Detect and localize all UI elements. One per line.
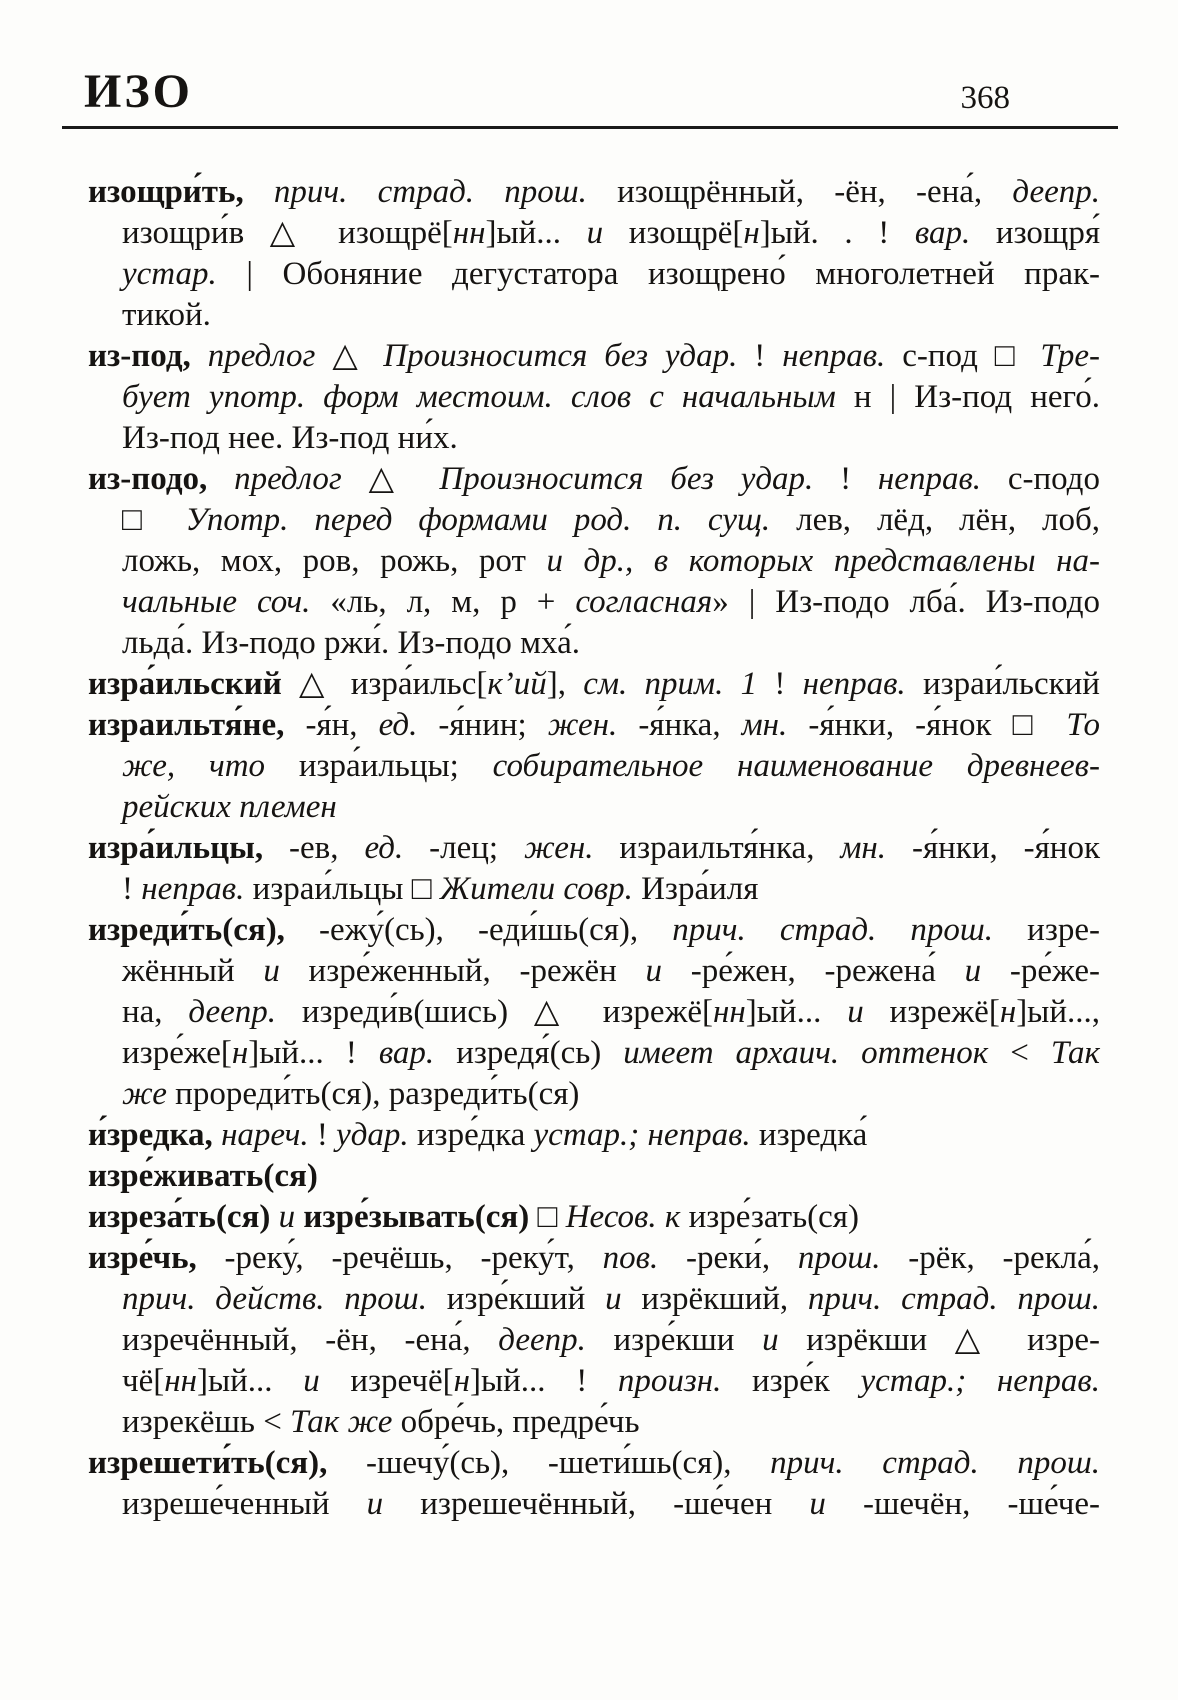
plain-text: -я́н, <box>305 707 379 743</box>
grammar-label: Жители совр. <box>439 871 633 907</box>
grammar-label: пов. <box>602 1240 659 1276</box>
grammar-label: и др., в которых представлены на- <box>546 543 1100 579</box>
dictionary-entry <box>88 1115 1100 1156</box>
grammar-label: прич. страд. прош. <box>672 912 994 948</box>
grammar-label: и <box>366 1486 384 1522</box>
plain-text: льда́. Из-подо ржи́. Из-подо мха́. <box>122 625 580 661</box>
grammar-label: неправ. <box>802 666 906 702</box>
headword-text: изреди́ть(ся), <box>88 912 320 948</box>
plain-text: изре́кши <box>585 1322 763 1358</box>
plain-text: израильтя́нка, <box>593 830 841 866</box>
dictionary-entry <box>88 1156 1100 1197</box>
grammar-label: Употр. перед формами род. п. сущ. <box>185 502 771 538</box>
grammar-label: собирательное наименование древнеев- <box>492 748 1101 784</box>
grammar-label: прич. страд. прош. <box>770 1445 1100 1481</box>
grammar-label: же, что <box>122 748 266 784</box>
grammar-label: и <box>964 953 982 989</box>
grammar-label: и <box>605 1281 622 1317</box>
text-line <box>88 172 1100 213</box>
text-line <box>88 295 1100 336</box>
text-line <box>88 254 1100 295</box>
grammar-label: произн. <box>617 1363 722 1399</box>
plain-text: изречё[ <box>319 1363 454 1399</box>
grammar-label: ед. <box>364 830 404 866</box>
plain-text: ! <box>122 871 142 907</box>
grammar-label: же <box>122 1076 167 1112</box>
text-line <box>88 1238 1100 1279</box>
plain-text: изрешечённый, -ше́чен <box>383 1486 810 1522</box>
text-line <box>88 951 1100 992</box>
dictionary-text <box>88 172 1100 1525</box>
text-line <box>88 418 1100 459</box>
grammar-label: Произносится без удар. <box>383 338 738 374</box>
grammar-label: жен. <box>547 707 618 743</box>
plain-text: с-подо <box>981 461 1100 497</box>
grammar-label: предлог <box>207 338 316 374</box>
dictionary-entry <box>88 910 1100 1115</box>
grammar-label: устар.; неправ. <box>533 1117 751 1153</box>
plain-text: ]ый..., <box>1016 994 1101 1030</box>
plain-text: ], <box>546 666 584 702</box>
headword-text: изре́чь, <box>88 1240 225 1276</box>
text-line <box>88 1320 1100 1361</box>
dictionary-entry <box>88 828 1100 910</box>
plain-text: ! <box>308 1117 337 1153</box>
grammar-label: прош. <box>797 1240 881 1276</box>
dictionary-entry <box>88 459 1100 664</box>
grammar-label: и <box>645 953 662 989</box>
text-line <box>88 746 1100 787</box>
headword-text: из-подо, <box>88 461 235 497</box>
dictionary-entry <box>88 1443 1100 1525</box>
headword-text: израильтя́не, <box>88 707 306 743</box>
plain-text: -реки́, <box>658 1240 798 1276</box>
grammar-label: Несов. к <box>565 1199 681 1235</box>
text-line <box>88 869 1100 910</box>
text-line <box>88 992 1100 1033</box>
plain-text: □ <box>122 502 186 538</box>
text-line <box>88 623 1100 664</box>
text-line <box>88 828 1100 869</box>
grammar-label: прич. страд. прош. <box>273 174 618 210</box>
grammar-label: деепр. <box>498 1322 586 1358</box>
dictionary-entry <box>88 336 1100 459</box>
grammar-label: неправ. <box>782 338 886 374</box>
plain-text: изреше́ченный <box>122 1486 367 1522</box>
plain-text: -рёк, -рекла́, <box>880 1240 1100 1276</box>
plain-text: △ <box>315 338 384 374</box>
plain-text: ! <box>757 666 803 702</box>
grammar-label: см. прим. 1 <box>583 666 758 702</box>
plain-text: лев, лёд, лён, лоб, <box>770 502 1101 538</box>
plain-text: изре́кший <box>426 1281 606 1317</box>
grammar-label: мн. <box>741 707 788 743</box>
grammar-label: предлог <box>234 461 342 497</box>
plain-text: -ре́жен, -режена́ <box>661 953 965 989</box>
grammar-label: и <box>762 1322 779 1358</box>
plain-text: -ре́же- <box>981 953 1101 989</box>
plain-text: изощрё[ <box>603 215 744 251</box>
grammar-label: нн <box>452 215 486 251</box>
plain-text: -я́нки, -я́нок <box>886 830 1100 866</box>
text-line <box>88 1402 1100 1443</box>
plain-text: ]ый... <box>745 994 848 1030</box>
plain-text: прореди́ть(ся), разреди́ть(ся) <box>166 1076 580 1112</box>
grammar-label: деепр. <box>188 994 277 1030</box>
headword-text: из-под, <box>88 338 208 374</box>
grammar-label: нареч. <box>221 1117 309 1153</box>
grammar-label: жен. <box>523 830 594 866</box>
plain-text: изощри́в △ изощрё[ <box>122 215 453 251</box>
text-line <box>88 1156 1100 1197</box>
plain-text: изре́зать(ся) <box>680 1199 859 1235</box>
plain-text: ]ый... <box>485 215 587 251</box>
grammar-label: Произносится без удар. <box>439 461 814 497</box>
plain-text: израи́льский <box>905 666 1100 702</box>
text-line <box>88 1443 1100 1484</box>
grammar-label: и <box>847 994 864 1030</box>
plain-text: ! <box>813 461 878 497</box>
text-line <box>88 336 1100 377</box>
plain-text: изощрённый, -ён, -ена́, <box>617 174 1013 210</box>
plain-text: ]ый... <box>196 1363 304 1399</box>
grammar-label: прич. действ. прош. <box>122 1281 427 1317</box>
plain-text: < <box>988 1035 1051 1071</box>
grammar-label: Тре- <box>1040 338 1100 374</box>
grammar-label: к’ий <box>487 666 547 702</box>
text-line <box>88 1197 1100 1238</box>
text-line <box>88 1279 1100 1320</box>
grammar-label: и <box>809 1486 826 1522</box>
running-head: ИЗО <box>84 65 194 118</box>
plain-text: изрекёшь < <box>122 1404 291 1440</box>
plain-text: изре́же[ <box>122 1035 232 1071</box>
grammar-label: удар. <box>336 1117 409 1153</box>
grammar-label: и <box>263 953 280 989</box>
plain-text: ! <box>737 338 783 374</box>
plain-text: -реку́, -речёшь, -реку́т, <box>224 1240 603 1276</box>
grammar-label: согласная <box>575 584 713 620</box>
plain-text: ]ый... ! <box>469 1363 618 1399</box>
plain-text: △ изра́ильс[ <box>281 666 488 702</box>
dictionary-entry <box>88 1238 1100 1443</box>
plain-text: изреди́в(шись) △ изрежё[ <box>276 994 714 1030</box>
text-line <box>88 787 1100 828</box>
text-line <box>88 1484 1100 1525</box>
plain-text: обре́чь, предре́чь <box>392 1404 640 1440</box>
plain-text: -я́нки, -я́нок □ <box>787 707 1067 743</box>
headword-text: изра́ильцы, <box>88 830 290 866</box>
plain-text: «ль, л, м, р + <box>310 584 576 620</box>
grammar-label: мн. <box>840 830 887 866</box>
grammar-label: н <box>999 994 1017 1030</box>
plain-text: изредя́(сь) <box>434 1035 624 1071</box>
plain-text: ложь, мох, ров, рожь, рот <box>122 543 547 579</box>
dictionary-entry <box>88 172 1100 336</box>
plain-text: | Обоняние дегустатора изощрено́ многолетней прак- <box>216 256 1100 292</box>
grammar-label: и <box>586 215 604 251</box>
grammar-label: н <box>453 1363 470 1399</box>
plain-text: -шечён, -ше́че- <box>825 1486 1100 1522</box>
grammar-label: устар. <box>122 256 217 292</box>
grammar-label: вар. <box>378 1035 435 1071</box>
grammar-label: чальные соч. <box>122 584 311 620</box>
text-line <box>88 1361 1100 1402</box>
plain-text: изра́ильцы; <box>265 748 493 784</box>
grammar-label: и <box>303 1363 320 1399</box>
plain-text: изрёкший, <box>621 1281 808 1317</box>
plain-text: н | Из-под него́. <box>835 379 1100 415</box>
grammar-label: прич. страд. прош. <box>807 1281 1100 1317</box>
text-line <box>88 377 1100 418</box>
plain-text: Из-под нее. Из-под ни́х. <box>122 420 458 456</box>
grammar-label: неправ. <box>141 871 245 907</box>
plain-text: изре́к <box>721 1363 861 1399</box>
text-line <box>88 664 1100 705</box>
headword-text: изощри́ть, <box>88 174 274 210</box>
grammar-label: н <box>743 215 760 251</box>
grammar-label: н <box>231 1035 249 1071</box>
plain-text: с-под □ <box>885 338 1041 374</box>
grammar-label: деепр. <box>1012 174 1101 210</box>
headword-text: изра́ильский <box>88 666 282 702</box>
plain-text: △ <box>341 461 440 497</box>
plain-text: Изра́иля <box>632 871 759 907</box>
dictionary-entry <box>88 664 1100 705</box>
plain-text: -ев, <box>289 830 365 866</box>
grammar-label: нн <box>713 994 746 1030</box>
plain-text: изре- <box>993 912 1100 948</box>
grammar-label: имеет архаич. оттенок <box>623 1035 989 1071</box>
plain-text: изощря́ <box>970 215 1100 251</box>
plain-text: изредка́ <box>750 1117 868 1153</box>
dictionary-entry <box>88 1197 1100 1238</box>
page-number: 368 <box>960 80 1010 116</box>
grammar-label: бует употр. форм местоим. слов с начальным <box>122 379 836 415</box>
grammar-label: нн <box>164 1363 197 1399</box>
text-line <box>88 213 1100 254</box>
plain-text: ]ый. . ! <box>759 215 915 251</box>
headword-text: изрешети́ть(ся), <box>88 1445 367 1481</box>
plain-text: -шечу́(сь), -шети́шь(ся), <box>366 1445 771 1481</box>
headword-text: изреза́ть(ся) <box>88 1199 279 1235</box>
text-line <box>88 1033 1100 1074</box>
header-rule <box>62 126 1118 129</box>
text-line <box>88 910 1100 951</box>
text-line <box>88 541 1100 582</box>
headword-text: изре́живать(ся) <box>88 1158 318 1194</box>
plain-text: ]ый... ! <box>248 1035 379 1071</box>
text-line <box>88 1074 1100 1115</box>
grammar-label: устар.; неправ. <box>860 1363 1100 1399</box>
text-line <box>88 1115 1100 1156</box>
grammar-label: То <box>1066 707 1100 743</box>
headword-text: и́зредка, <box>88 1117 222 1153</box>
plain-text: -я́нин; <box>417 707 548 743</box>
grammar-label: вар. <box>914 215 971 251</box>
grammar-label: и <box>278 1199 296 1235</box>
plain-text: изре́дка <box>408 1117 534 1153</box>
plain-text: изре́женный, -режён <box>279 953 646 989</box>
dictionary-entry <box>88 705 1100 828</box>
grammar-label: Так <box>1050 1035 1100 1071</box>
plain-text: -ежу́(сь), -еди́шь(ся), <box>319 912 673 948</box>
grammar-label: рейских племен <box>122 789 337 825</box>
grammar-label: неправ. <box>877 461 982 497</box>
headword-text: изре́зывать(ся) <box>303 1199 530 1235</box>
text-line <box>88 459 1100 500</box>
text-line <box>88 705 1100 746</box>
plain-text: изречённый, -ён, -ена́, <box>122 1322 499 1358</box>
plain-text: □ <box>529 1199 566 1235</box>
grammar-label: Так же <box>290 1404 393 1440</box>
text-line <box>88 582 1100 623</box>
plain-text: жённый <box>122 953 264 989</box>
plain-text: чё[ <box>122 1363 165 1399</box>
plain-text: тикой. <box>122 297 211 333</box>
plain-text: -я́нка, <box>617 707 742 743</box>
plain-text: изрежё[ <box>863 994 1000 1030</box>
plain-text: на, <box>122 994 189 1030</box>
plain-text: израи́льцы □ <box>244 871 440 907</box>
plain-text: изрёкши △ изре- <box>778 1322 1100 1358</box>
text-line <box>88 500 1100 541</box>
plain-text: -лец; <box>403 830 524 866</box>
plain-text: » | Из-подо лба́. Из-подо <box>712 584 1100 620</box>
grammar-label: ед. <box>378 707 418 743</box>
